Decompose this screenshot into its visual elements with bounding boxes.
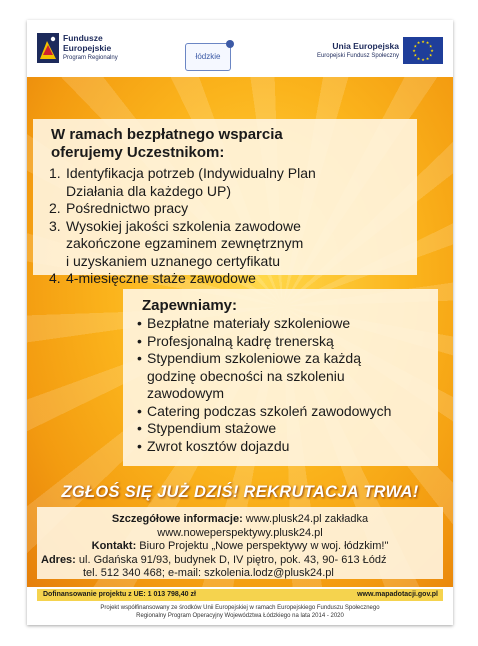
guarantee-list: [137, 315, 437, 455]
guarantee-item: [137, 315, 437, 333]
item-number: 2.: [49, 200, 61, 216]
logo-bar: [27, 20, 453, 77]
address-label: Adres:: [41, 553, 76, 566]
fe-star-icon: [37, 33, 59, 63]
details-label: Szczegółowe informacje:: [111, 513, 243, 525]
contact-text: Biuro Projektu „Nowe perspektywy w woj. łódzkim!": [136, 540, 389, 552]
item-text: Pośrednictwo pracy: [66, 200, 189, 216]
address-text: ul. Gdańska 91/93, budynek D, IV piętro, pok. 43, 90- 613 Łódź: [75, 553, 387, 566]
fe-title-1: Fundusze: [63, 33, 103, 43]
fe-subtitle: Program Regionalny: [63, 55, 118, 61]
svg-text:★: ★: [421, 57, 425, 62]
bullet-icon: •: [137, 315, 142, 331]
support-item: [49, 218, 419, 271]
svg-text:★: ★: [413, 52, 418, 58]
guarantee-item: [137, 403, 437, 421]
item-text: Catering podczas szkoleń zawodowych: [147, 402, 392, 419]
support-box: [33, 119, 417, 286]
details-url: www.noweperspektywy.plusk24.pl: [157, 526, 323, 539]
address-line: [41, 554, 447, 568]
project-note-line2: Regionalny Program Operacyjny Województwa Łódzkiego na lata 2014 - 2020: [136, 613, 344, 619]
svg-text:★: ★: [412, 48, 416, 53]
details-text: www.plusk24.pl zakładka: [242, 513, 369, 525]
item-text: Profesjonalną kadrę trenerską: [147, 332, 334, 349]
support-heading-line1: W ramach bezpłatnego wsparcia: [51, 126, 283, 143]
eu-subtitle: Europejski Fundusz Społeczny: [316, 53, 399, 59]
item-number: 3.: [49, 217, 61, 234]
svg-text:★: ★: [416, 55, 421, 61]
guarantee-box: [123, 289, 438, 466]
item-text: i uzyskaniem uznanego certyfikatu: [66, 252, 280, 269]
lodzkie-logo: [185, 43, 231, 71]
bullet-icon: •: [137, 437, 142, 454]
item-number: 1.: [49, 165, 61, 181]
support-heading-line2: oferujemy Uczestnikom:: [51, 144, 225, 161]
project-note: [27, 604, 453, 620]
contact-label: Kontakt:: [91, 540, 137, 552]
svg-text:★: ★: [428, 52, 433, 58]
support-item: [49, 165, 419, 200]
fe-text: [63, 33, 183, 63]
item-text: zawodowym: [147, 385, 225, 401]
bullet-icon: •: [137, 420, 142, 436]
guarantee-item: [137, 350, 437, 403]
item-text: Działania dla każdego UP): [66, 182, 231, 199]
poster: [27, 20, 453, 625]
phone-email-line: tel. 512 340 468; e-mail: szkolenia.lodz@plusk24.pl: [83, 567, 334, 579]
guarantee-item: [137, 333, 437, 351]
item-text: Wysokiej jakości szkolenia zawodowe: [66, 217, 301, 234]
svg-text:★: ★: [416, 40, 421, 46]
guarantee-item: [137, 420, 437, 438]
item-text: Bezpłatne materiały szkoleniowe: [147, 315, 351, 331]
item-text: zakończone egzaminem zewnętrznym: [66, 235, 304, 251]
support-item: [49, 270, 419, 288]
svg-text:★: ★: [425, 55, 430, 61]
support-list: [49, 165, 419, 288]
item-text: Identyfikacja potrzeb (Indywidualny Plan: [66, 165, 316, 181]
svg-text:★: ★: [425, 40, 430, 46]
item-number: 4.: [49, 270, 61, 286]
contact-line: [37, 540, 443, 554]
svg-text:★: ★: [421, 39, 425, 44]
bullet-icon: •: [137, 332, 142, 349]
item-text: godzinę obecności na szkoleniu: [147, 367, 345, 384]
item-text: Stypendium szkoleniowe za każdą: [147, 350, 362, 366]
guarantee-item: [137, 438, 437, 456]
project-note-line1: Projekt współfinansowany ze środków Unii Europejskiej w ramach Europejskiego Funduszu Społecznego: [100, 605, 380, 611]
recruitment-cta: ZGŁOŚ SIĘ JUŻ DZIŚ! REKRUTACJA TRWA!: [61, 483, 419, 501]
item-text: Stypendium stażowe: [147, 420, 277, 436]
support-heading: [51, 126, 411, 162]
funding-amount: Dofinansowanie projektu z UE: 1 013 798,40 zł: [37, 589, 337, 601]
item-text: 4-miesięczne staże zawodowe: [66, 270, 256, 286]
svg-text:★: ★: [430, 48, 434, 53]
website-link[interactable]: www.mapadotacji.gov.pl: [327, 589, 443, 601]
eu-flag-icon: [403, 37, 443, 64]
svg-text:★: ★: [413, 43, 418, 49]
bullet-icon: •: [137, 350, 142, 366]
bullet-icon: •: [137, 402, 142, 419]
poster-body: [27, 77, 453, 587]
eu-title: Unia Europejska: [332, 41, 399, 51]
eu-text: [239, 41, 399, 61]
item-text: Zwrot kosztów dojazdu: [147, 437, 290, 454]
svg-text:★: ★: [428, 43, 433, 49]
fe-title-2: Europejskie: [63, 43, 112, 53]
info-box: [37, 507, 443, 579]
lodzkie-dot-icon: [226, 40, 234, 48]
support-item: [49, 200, 419, 218]
lodzkie-label: łódzkie: [195, 52, 221, 61]
guarantee-heading: Zapewniamy:: [142, 297, 238, 314]
details-line: [37, 513, 443, 527]
footer: [27, 587, 453, 625]
